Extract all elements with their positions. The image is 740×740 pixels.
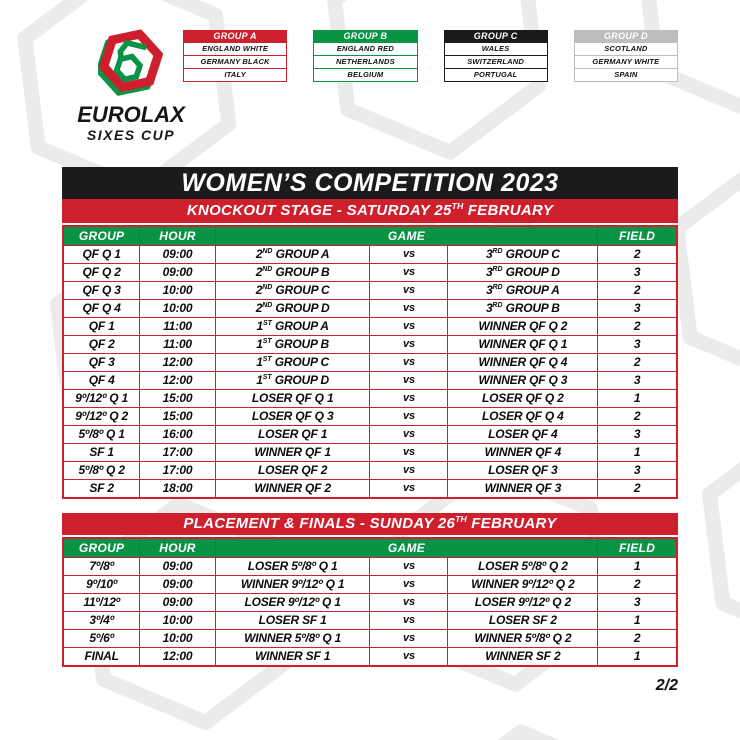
cell-vs: vs (370, 390, 448, 408)
cell-field: 3 (598, 372, 677, 390)
cell-hour: 09:00 (140, 576, 216, 594)
group-box-title: GROUP D (574, 30, 678, 43)
group-team: GERMANY WHITE (574, 56, 678, 69)
cell-home: 1ST GROUP B (215, 336, 370, 354)
cell-away: WINNER 5º/8º Q 2 (448, 630, 598, 648)
cell-group: 5º/6º (63, 630, 140, 648)
cell-vs: vs (370, 630, 448, 648)
cell-vs: vs (370, 648, 448, 667)
cell-hour: 09:00 (140, 594, 216, 612)
match-row (63, 462, 677, 480)
match-row (63, 576, 677, 594)
cell-field: 3 (598, 426, 677, 444)
cell-group: QF 4 (63, 372, 140, 390)
cell-field: 3 (598, 462, 677, 480)
cell-field: 1 (598, 444, 677, 462)
cell-away: WINNER QF Q 4 (448, 354, 598, 372)
cell-field: 2 (598, 246, 677, 264)
match-row (63, 354, 677, 372)
header-row (63, 226, 677, 246)
cell-hour: 16:00 (140, 426, 216, 444)
cell-group: 9º/12º Q 1 (63, 390, 140, 408)
cell-field: 3 (598, 594, 677, 612)
cell-vs: vs (370, 246, 448, 264)
cell-away: WINNER 9º/12º Q 2 (448, 576, 598, 594)
cell-away: LOSER QF Q 4 (448, 408, 598, 426)
group-team: ITALY (183, 69, 287, 82)
cell-away: LOSER 9º/12º Q 2 (448, 594, 598, 612)
match-row (63, 336, 677, 354)
cell-vs: vs (370, 594, 448, 612)
cell-vs: vs (370, 336, 448, 354)
cell-home: 2ND GROUP A (215, 246, 370, 264)
cell-away: WINNER QF Q 2 (448, 318, 598, 336)
cell-away: 3RD GROUP D (448, 264, 598, 282)
cell-vs: vs (370, 264, 448, 282)
group-team: SCOTLAND (574, 43, 678, 56)
match-row (63, 558, 677, 576)
cell-field: 1 (598, 648, 677, 667)
cell-away: LOSER QF 3 (448, 462, 598, 480)
cell-field: 1 (598, 612, 677, 630)
cell-home: 2ND GROUP D (215, 300, 370, 318)
cell-away: 3RD GROUP B (448, 300, 598, 318)
match-row (63, 372, 677, 390)
cell-home: LOSER QF 2 (215, 462, 370, 480)
cell-field: 1 (598, 558, 677, 576)
cell-hour: 12:00 (140, 354, 216, 372)
cell-group: QF 2 (63, 336, 140, 354)
cell-home: WINNER QF 2 (215, 480, 370, 499)
cell-hour: 15:00 (140, 390, 216, 408)
col-header-hour: HOUR (140, 226, 216, 246)
group-team: WALES (444, 43, 548, 56)
cell-hour: 09:00 (140, 558, 216, 576)
cell-vs: vs (370, 282, 448, 300)
group-box-title: GROUP C (444, 30, 548, 43)
cell-vs: vs (370, 318, 448, 336)
col-header-group: GROUP (63, 226, 140, 246)
cell-group: 3º/4º (63, 612, 140, 630)
cell-vs: vs (370, 576, 448, 594)
cell-away: WINNER SF 2 (448, 648, 598, 667)
header-row (63, 538, 677, 558)
group-box-group-d (574, 30, 678, 82)
cell-hour: 18:00 (140, 480, 216, 499)
cell-group: QF Q 3 (63, 282, 140, 300)
cell-home: LOSER 5º/8º Q 1 (215, 558, 370, 576)
cell-hour: 09:00 (140, 246, 216, 264)
cell-home: 1ST GROUP A (215, 318, 370, 336)
cell-field: 3 (598, 264, 677, 282)
cell-vs: vs (370, 354, 448, 372)
cell-hour: 12:00 (140, 372, 216, 390)
cell-away: WINNER QF Q 3 (448, 372, 598, 390)
col-header-field: FIELD (598, 226, 677, 246)
col-header-group: GROUP (63, 538, 140, 558)
match-row (63, 594, 677, 612)
cell-away: 3RD GROUP C (448, 246, 598, 264)
group-team: NETHERLANDS (313, 56, 417, 69)
cell-hour: 12:00 (140, 648, 216, 667)
cell-field: 3 (598, 336, 677, 354)
cell-group: SF 2 (63, 480, 140, 499)
logo-name: EUROLAX (77, 102, 185, 127)
match-row (63, 612, 677, 630)
group-box-title: GROUP A (183, 30, 287, 43)
group-team: BELGIUM (313, 69, 417, 82)
group-team: ENGLAND WHITE (183, 43, 287, 56)
match-row (63, 300, 677, 318)
col-header-game: GAME (215, 538, 598, 558)
cell-home: WINNER SF 1 (215, 648, 370, 667)
group-box-title: GROUP B (313, 30, 417, 43)
cell-hour: 11:00 (140, 336, 216, 354)
cell-away: LOSER QF Q 2 (448, 390, 598, 408)
cell-group: QF 1 (63, 318, 140, 336)
cell-away: WINNER QF Q 1 (448, 336, 598, 354)
cell-hour: 10:00 (140, 612, 216, 630)
cell-vs: vs (370, 612, 448, 630)
cell-group: 9º/10º (63, 576, 140, 594)
cell-home: 1ST GROUP D (215, 372, 370, 390)
placement-finals-section (62, 513, 678, 667)
cell-home: LOSER QF Q 1 (215, 390, 370, 408)
match-row (63, 426, 677, 444)
cell-field: 2 (598, 630, 677, 648)
cell-vs: vs (370, 558, 448, 576)
match-row (63, 480, 677, 499)
cell-vs: vs (370, 444, 448, 462)
cell-away: 3RD GROUP A (448, 282, 598, 300)
group-team: PORTUGAL (444, 69, 548, 82)
cell-group: 9º/12º Q 2 (63, 408, 140, 426)
match-row (63, 408, 677, 426)
cell-vs: vs (370, 426, 448, 444)
cell-vs: vs (370, 480, 448, 499)
cell-group: QF Q 4 (63, 300, 140, 318)
cell-away: WINNER QF 3 (448, 480, 598, 499)
cell-group: 5º/8º Q 2 (63, 462, 140, 480)
cell-field: 2 (598, 576, 677, 594)
group-boxes (183, 30, 678, 82)
cell-home: WINNER 9º/12º Q 1 (215, 576, 370, 594)
cell-hour: 10:00 (140, 282, 216, 300)
cell-field: 3 (598, 300, 677, 318)
cell-field: 2 (598, 480, 677, 499)
cell-group: 7º/8º (63, 558, 140, 576)
cell-group: QF Q 1 (63, 246, 140, 264)
match-row (63, 648, 677, 667)
col-header-game: GAME (215, 226, 598, 246)
cell-home: WINNER QF 1 (215, 444, 370, 462)
group-team: SPAIN (574, 69, 678, 82)
cell-away: WINNER QF 4 (448, 444, 598, 462)
eurolax-hexagon-6-icon (98, 26, 164, 98)
cell-vs: vs (370, 408, 448, 426)
group-team: GERMANY BLACK (183, 56, 287, 69)
cell-vs: vs (370, 462, 448, 480)
group-box-group-a (183, 30, 287, 82)
cell-hour: 17:00 (140, 462, 216, 480)
cell-hour: 11:00 (140, 318, 216, 336)
cell-home: 2ND GROUP B (215, 264, 370, 282)
group-team: ENGLAND RED (313, 43, 417, 56)
logo-subtitle: SIXES CUP (86, 127, 176, 143)
group-team: SWITZERLAND (444, 56, 548, 69)
competition-title: WOMEN’S COMPETITION 2023 (62, 167, 678, 199)
match-row (63, 282, 677, 300)
cell-hour: 10:00 (140, 300, 216, 318)
placement-finals-table (62, 537, 678, 667)
cell-home: 2ND GROUP C (215, 282, 370, 300)
cell-away: LOSER QF 4 (448, 426, 598, 444)
cell-group: 5º/8º Q 1 (63, 426, 140, 444)
cell-group: 11º/12º (63, 594, 140, 612)
cell-home: WINNER 5º/8º Q 1 (215, 630, 370, 648)
cell-home: 1ST GROUP C (215, 354, 370, 372)
cell-group: FINAL (63, 648, 140, 667)
cell-vs: vs (370, 372, 448, 390)
cell-hour: 09:00 (140, 264, 216, 282)
cell-field: 2 (598, 408, 677, 426)
match-row (63, 630, 677, 648)
group-box-group-c (444, 30, 548, 82)
placement-finals-banner: PLACEMENT & FINALS - SUNDAY 26TH FEBRUARY (62, 513, 678, 535)
cell-home: LOSER 9º/12º Q 1 (215, 594, 370, 612)
cell-away: LOSER 5º/8º Q 2 (448, 558, 598, 576)
cell-field: 2 (598, 354, 677, 372)
cell-away: LOSER SF 2 (448, 612, 598, 630)
knockout-section (62, 199, 678, 499)
cell-group: SF 1 (63, 444, 140, 462)
match-row (63, 264, 677, 282)
cell-field: 2 (598, 318, 677, 336)
col-header-field: FIELD (598, 538, 677, 558)
col-header-hour: HOUR (140, 538, 216, 558)
cell-vs: vs (370, 300, 448, 318)
match-row (63, 444, 677, 462)
cell-group: QF Q 2 (63, 264, 140, 282)
knockout-table (62, 225, 678, 499)
match-row (63, 246, 677, 264)
match-row (63, 318, 677, 336)
group-box-group-b (313, 30, 417, 82)
match-row (63, 390, 677, 408)
cell-field: 2 (598, 282, 677, 300)
cell-home: LOSER SF 1 (215, 612, 370, 630)
cell-home: LOSER QF Q 3 (215, 408, 370, 426)
page-indicator: 2/2 (655, 677, 678, 694)
cell-home: LOSER QF 1 (215, 426, 370, 444)
cell-hour: 15:00 (140, 408, 216, 426)
cell-hour: 17:00 (140, 444, 216, 462)
logo (70, 26, 192, 142)
cell-field: 1 (598, 390, 677, 408)
cell-hour: 10:00 (140, 630, 216, 648)
knockout-stage-banner: KNOCKOUT STAGE - SATURDAY 25TH FEBRUARY (62, 199, 678, 223)
cell-group: QF 3 (63, 354, 140, 372)
